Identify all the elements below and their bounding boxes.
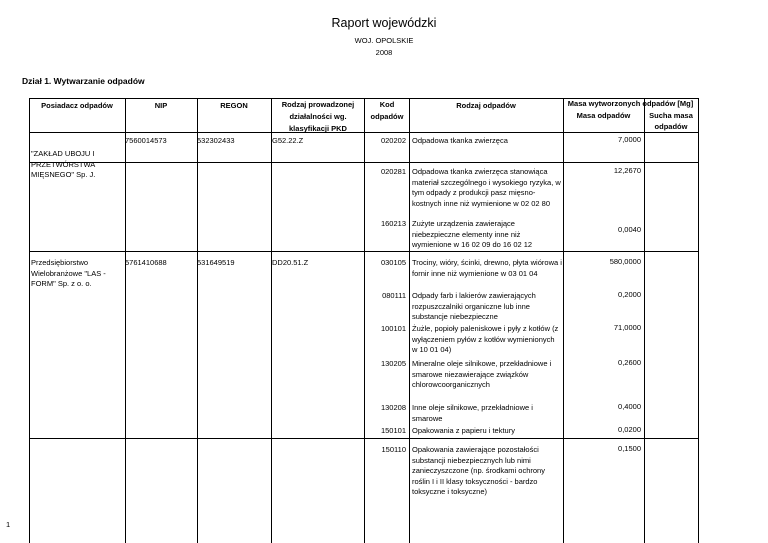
report-title: Raport wojewódzki (331, 16, 437, 30)
pkd-value: DD20.51.Z (272, 258, 309, 267)
waste-type: Odpadowa tkanka zwierzęca (412, 136, 508, 145)
waste-table (29, 98, 698, 543)
waste-code: 150101 (380, 426, 406, 435)
waste-type: Mineralne oleje silnikowe, przekładniowe i smarowe niezawierające związków chlorowcoorganicznych (412, 359, 552, 389)
waste-code: 020202 (380, 136, 406, 145)
waste-mass: 12,2670 (613, 166, 641, 175)
nip-value: 5761410688 (125, 258, 167, 267)
waste-mass: 7,0000 (618, 135, 641, 144)
waste-mass: 0,0200 (618, 425, 641, 434)
waste-code: 030105 (380, 258, 406, 267)
waste-type: Żużle, popioły paleniskowe i pyły z kotłów (z wyłączeniem pyłów z kotłów wymienionych w 10 01 04) (412, 324, 559, 354)
waste-type: Inne oleje silnikowe, przekładniowe i smarowe (412, 403, 533, 423)
waste-code: 150110 (381, 445, 406, 454)
waste-type: Zużyte urządzenia zawierające niebezpieczne elementy inne niż wymienione w 16 02 09 do 16 02 12 (412, 219, 533, 249)
waste-mass: 580,0000 (609, 257, 641, 266)
page-number: 1 (6, 520, 11, 529)
waste-mass: 0,2000 (618, 290, 641, 299)
waste-type: Opakowania zawierające pozostałości substancji niebezpiecznych lub nimi zanieczyszczone (np. środkami ochrony roślin I i II klasy toksyczności - bardzo toksyczne i toksyczne) (412, 445, 545, 496)
header-type: Rodzaj odpadów (456, 101, 516, 110)
report-region: WOJ. OPOLSKIE (354, 36, 414, 45)
report-year: 2008 (375, 48, 393, 57)
waste-code: 020281 (380, 167, 406, 176)
pkd-value: G52.22.Z (272, 136, 304, 145)
waste-mass: 0,0040 (618, 225, 641, 234)
owner-name: Przedsiębiorstwo Wielobranżowe "LAS - FORM" Sp. z o. o. (31, 258, 106, 288)
waste-code: 130205 (380, 359, 406, 368)
waste-mass: 0,2600 (618, 358, 641, 367)
header-regon: REGON (220, 101, 248, 110)
header-mass: Masa odpadów (576, 111, 631, 120)
waste-type: Odpady farb i lakierów zawierających rozpuszczalniki organiczne lub inne substancje niebezpieczne (412, 291, 536, 321)
owner-name: "ZAKŁAD UBOJU I PRZETWÓRSTWA MIĘSNEGO" Sp. J. (31, 149, 96, 179)
header-nip: NIP (154, 101, 168, 110)
waste-code: 100101 (380, 324, 406, 333)
waste-mass: 71,0000 (613, 323, 641, 332)
nip-value: 7560014573 (125, 136, 167, 145)
header-dry-mass: Sucha masa odpadów (649, 111, 693, 131)
waste-code: 130208 (380, 403, 406, 412)
regon-value: 532302433 (197, 136, 235, 145)
waste-type: Opakowania z papieru i tektury (412, 426, 515, 435)
header-pkd: Rodzaj prowadzonej działalności wg. klasyfikacji PKD (281, 100, 355, 133)
header-owner: Posiadacz odpadów (41, 101, 113, 110)
waste-type: Trociny, wióry, ścinki, drewno, płyta wiórowa i fornir inne niż wymienione w 03 01 04 (412, 258, 562, 278)
header-mass-group: Masa wytworzonych odpadów [Mg] (567, 99, 694, 108)
waste-type: Odpadowa tkanka zwierzęca stanowiąca materiał szczególnego i wysokiego ryzyka, w tym odpady z produkcji pasz mięsno-kostnych inne niż wymienione w 02 02 80 (412, 167, 561, 208)
section-title: Dział 1. Wytwarzanie odpadów (22, 76, 145, 86)
regon-value: 531649519 (197, 258, 235, 267)
header-code: Kod odpadów (370, 100, 404, 121)
waste-mass: 0,1500 (618, 444, 641, 453)
waste-code: 080111 (382, 291, 406, 300)
waste-mass: 0,4000 (618, 402, 641, 411)
waste-code: 160213 (380, 219, 406, 228)
